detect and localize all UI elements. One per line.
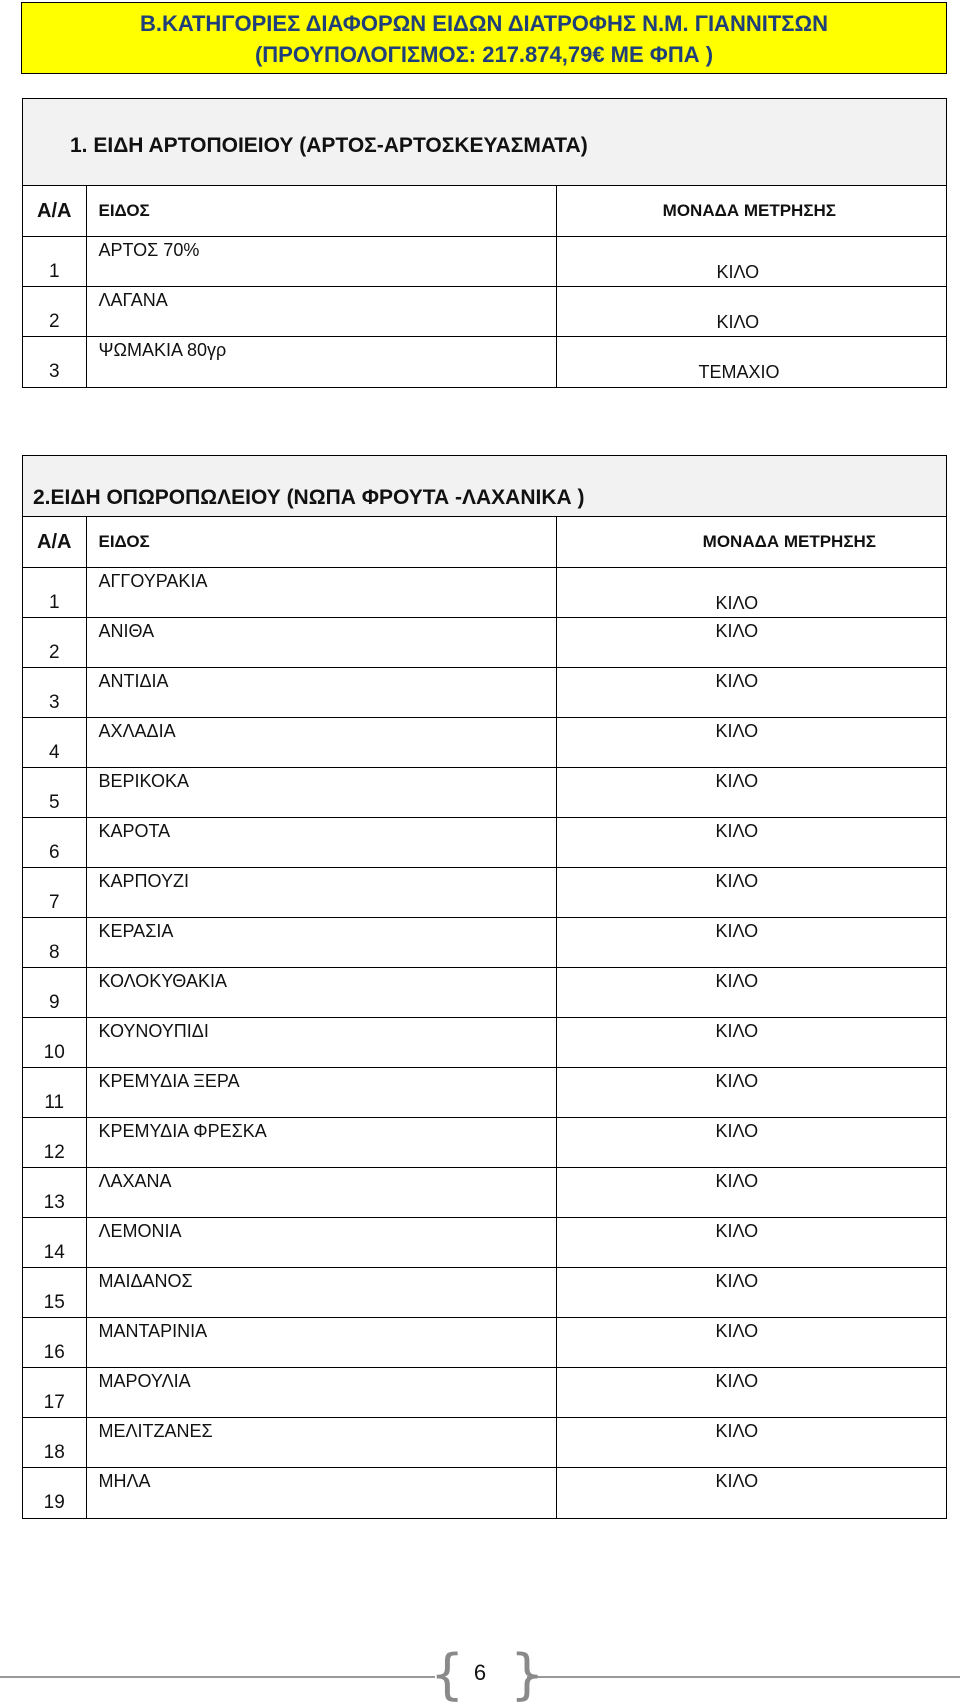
- unit-of-measure: ΚΙΛΟ: [715, 1371, 759, 1391]
- item-name-cell: [86, 1418, 556, 1468]
- item-name: ΑΝΙΘΑ: [98, 621, 155, 641]
- row-number-cell: [23, 868, 86, 918]
- unit-cell: [556, 1468, 946, 1518]
- item-name: ΑΓΓΟΥΡΑΚΙΑ: [98, 571, 208, 591]
- item-name-cell: [86, 768, 556, 818]
- item-name: ΚΟΛΟΚΥΘΑΚΙΑ: [98, 971, 227, 991]
- item-name: ΜΑΡΟΥΛΙΑ: [98, 1371, 191, 1391]
- item-name: ΜΕΛΙΤΖΑΝΕΣ: [98, 1421, 213, 1441]
- item-name-cell: [86, 1268, 556, 1318]
- unit-cell: [556, 1018, 946, 1068]
- item-name: ΛΑΓΑΝΑ: [98, 290, 168, 310]
- item-name: ΚΑΡΠΟΥΖΙ: [98, 871, 189, 891]
- row-number-cell: [23, 1368, 86, 1418]
- table-row: [23, 1318, 946, 1368]
- col-header-aa: Α/Α: [23, 517, 86, 568]
- unit-of-measure: ΤΕΜΑΧΙΟ: [698, 362, 780, 382]
- item-name: ΨΩΜΑΚΙΑ 80γρ: [98, 340, 227, 360]
- unit-cell: [556, 1418, 946, 1468]
- row-number-cell: [23, 1018, 86, 1068]
- section-greengrocer-heading: 2.ΕΙΔΗ ΟΠΩΡΟΠΩΛΕΙΟΥ (ΝΩΠΑ ΦΡΟΥΤΑ -ΛΑΧΑΝΙΚΑ ): [33, 486, 585, 509]
- item-name-cell: [86, 968, 556, 1018]
- row-number-cell: [23, 618, 86, 668]
- unit-of-measure: ΚΙΛΟ: [715, 1171, 759, 1191]
- table-row: [23, 868, 946, 918]
- table-row: [23, 968, 946, 1018]
- col-header-item: ΕΙΔΟΣ: [86, 186, 556, 237]
- item-name-cell: [86, 1018, 556, 1068]
- title-line-1: Β.ΚΑΤΗΓΟΡΙΕΣ ΔΙΑΦΟΡΩΝ ΕΙΔΩΝ ΔΙΑΤΡΟΦΗΣ Ν.Μ. ΓΙΑΝΝΙΤΣΩΝ: [140, 11, 828, 36]
- row-number: 1: [48, 261, 60, 282]
- item-name-cell: [86, 1368, 556, 1418]
- table-row: [23, 1168, 946, 1218]
- row-number-cell: [23, 337, 86, 387]
- row-number: 13: [43, 1192, 65, 1213]
- unit-cell: [556, 1068, 946, 1118]
- col-header-aa: Α/Α: [23, 186, 86, 237]
- unit-of-measure: ΚΙΛΟ: [715, 1321, 759, 1341]
- unit-cell: [556, 1268, 946, 1318]
- row-number-cell: [23, 568, 86, 618]
- unit-of-measure: ΚΙΛΟ: [715, 1421, 759, 1441]
- table-row: [23, 1418, 946, 1468]
- row-number: 9: [48, 992, 60, 1013]
- item-name: ΜΗΛΑ: [98, 1471, 151, 1491]
- table-row: [23, 237, 946, 287]
- table-row: [23, 1368, 946, 1418]
- row-number-cell: [23, 818, 86, 868]
- item-name-cell: [86, 1168, 556, 1218]
- bakery-table: [23, 186, 946, 387]
- row-number-cell: [23, 1318, 86, 1368]
- item-name-cell: [86, 1218, 556, 1268]
- unit-of-measure: ΚΙΛΟ: [715, 971, 759, 991]
- unit-cell: [556, 668, 946, 718]
- item-name-cell: [86, 1468, 556, 1518]
- row-number: 16: [43, 1342, 65, 1363]
- item-name: ΒΕΡΙΚΟΚΑ: [98, 771, 189, 791]
- unit-cell: [556, 618, 946, 668]
- item-name: ΛΑΧΑΝΑ: [98, 1171, 172, 1191]
- unit-of-measure: ΚΙΛΟ: [715, 1121, 759, 1141]
- unit-cell: [556, 1218, 946, 1268]
- section-greengrocer: [22, 455, 947, 1519]
- footer-rule-right: [527, 1676, 960, 1678]
- right-brace-icon: }: [510, 1643, 545, 1706]
- item-name-cell: [86, 237, 556, 287]
- table-row: [23, 1268, 946, 1318]
- table-row: [23, 1118, 946, 1168]
- item-name: ΚΕΡΑΣΙΑ: [98, 921, 174, 941]
- unit-cell: [556, 1118, 946, 1168]
- item-name-cell: [86, 337, 556, 387]
- unit-of-measure: ΚΙΛΟ: [716, 262, 760, 282]
- item-name-cell: [86, 618, 556, 668]
- table-row: [23, 818, 946, 868]
- row-number: 17: [43, 1392, 65, 1413]
- row-number: 8: [48, 942, 60, 963]
- item-name: ΑΡΤΟΣ 70%: [98, 240, 200, 260]
- item-name-cell: [86, 718, 556, 768]
- row-number: 1: [48, 592, 60, 613]
- section-bakery: [22, 98, 947, 388]
- col-header-unit: ΜΟΝΑΔΑ ΜΕΤΡΗΣΗΣ: [662, 201, 836, 220]
- row-number: 5: [48, 792, 60, 813]
- table-row: [23, 918, 946, 968]
- title-line-2: (ΠΡΟΥΠΟΛΟΓΙΣΜΟΣ: 217.874,79€ ΜΕ ΦΠΑ ): [254, 42, 714, 67]
- item-name: ΚΡΕΜΥΔΙΑ ΞΕΡΑ: [98, 1071, 240, 1091]
- row-number: 4: [48, 742, 60, 763]
- item-name-cell: [86, 668, 556, 718]
- row-number-cell: [23, 1218, 86, 1268]
- row-number: 11: [44, 1092, 65, 1113]
- unit-cell: [556, 237, 946, 287]
- table-row: [23, 1218, 946, 1268]
- unit-of-measure: ΚΙΛΟ: [715, 1071, 759, 1091]
- unit-of-measure: ΚΙΛΟ: [715, 771, 759, 791]
- section-greengrocer-heading-box: [23, 456, 946, 517]
- row-number: 2: [48, 642, 60, 663]
- page-number: 6: [473, 1660, 487, 1685]
- table-header-row: [23, 517, 946, 568]
- unit-cell: [556, 568, 946, 618]
- greengrocer-table: [23, 517, 946, 1518]
- section-bakery-heading: 1. ΕΙΔΗ ΑΡΤΟΠΟΙΕΙΟΥ (ΑΡΤΟΣ-ΑΡΤΟΣΚΕΥΑΣΜΑΤΑ): [70, 134, 588, 157]
- row-number-cell: [23, 718, 86, 768]
- row-number: 7: [48, 892, 60, 913]
- document-title: [21, 2, 947, 74]
- section-bakery-heading-box: [23, 99, 946, 186]
- unit-cell: [556, 1168, 946, 1218]
- item-name-cell: [86, 918, 556, 968]
- unit-of-measure: ΚΙΛΟ: [715, 1221, 759, 1241]
- unit-cell: [556, 1368, 946, 1418]
- left-brace-icon: {: [430, 1643, 465, 1706]
- unit-cell: [556, 918, 946, 968]
- table-header-row: [23, 186, 946, 237]
- row-number-cell: [23, 237, 86, 287]
- item-name-cell: [86, 868, 556, 918]
- unit-of-measure: ΚΙΛΟ: [715, 921, 759, 941]
- item-name: ΜΑΙΔΑΝΟΣ: [98, 1271, 193, 1291]
- table-row: [23, 718, 946, 768]
- table-row: [23, 668, 946, 718]
- row-number: 12: [43, 1142, 65, 1163]
- item-name-cell: [86, 1118, 556, 1168]
- row-number-cell: [23, 1168, 86, 1218]
- row-number-cell: [23, 1268, 86, 1318]
- table-row: [23, 1018, 946, 1068]
- row-number-cell: [23, 668, 86, 718]
- unit-of-measure: ΚΙΛΟ: [715, 821, 759, 841]
- item-name-cell: [86, 568, 556, 618]
- unit-cell: [556, 1318, 946, 1368]
- unit-of-measure: ΚΙΛΟ: [715, 621, 759, 641]
- unit-of-measure: ΚΙΛΟ: [715, 1471, 759, 1491]
- row-number-cell: [23, 918, 86, 968]
- unit-cell: [556, 337, 946, 387]
- table-row: [23, 337, 946, 387]
- row-number-cell: [23, 1118, 86, 1168]
- unit-cell: [556, 818, 946, 868]
- row-number: 14: [43, 1242, 65, 1263]
- row-number: 2: [48, 311, 60, 332]
- table-row: [23, 568, 946, 618]
- row-number: 10: [43, 1042, 65, 1063]
- row-number: 19: [43, 1492, 65, 1513]
- row-number: 15: [43, 1292, 65, 1313]
- row-number: 6: [48, 842, 60, 863]
- unit-of-measure: ΚΙΛΟ: [715, 1271, 759, 1291]
- unit-of-measure: ΚΙΛΟ: [715, 593, 759, 613]
- item-name: ΚΡΕΜΥΔΙΑ ΦΡΕΣΚΑ: [98, 1121, 267, 1141]
- item-name: ΜΑΝΤΑΡΙΝΙΑ: [98, 1321, 208, 1341]
- item-name: ΚΑΡΟΤΑ: [98, 821, 171, 841]
- unit-cell: [556, 968, 946, 1018]
- row-number: 3: [48, 692, 60, 713]
- col-header-item: ΕΙΔΟΣ: [86, 517, 556, 568]
- row-number-cell: [23, 968, 86, 1018]
- unit-cell: [556, 768, 946, 818]
- table-row: [23, 287, 946, 337]
- table-row: [23, 768, 946, 818]
- unit-of-measure: ΚΙΛΟ: [716, 312, 760, 332]
- unit-of-measure: ΚΙΛΟ: [715, 671, 759, 691]
- item-name: ΚΟΥΝΟΥΠΙΔΙ: [98, 1021, 209, 1041]
- footer-rule-left: [0, 1676, 435, 1678]
- item-name-cell: [86, 1318, 556, 1368]
- col-header-unit: ΜΟΝΑΔΑ ΜΕΤΡΗΣΗΣ: [702, 532, 876, 551]
- item-name-cell: [86, 287, 556, 337]
- unit-cell: [556, 868, 946, 918]
- item-name-cell: [86, 1068, 556, 1118]
- row-number-cell: [23, 1068, 86, 1118]
- row-number-cell: [23, 287, 86, 337]
- row-number: 18: [43, 1442, 65, 1463]
- table-row: [23, 1068, 946, 1118]
- row-number-cell: [23, 1468, 86, 1518]
- item-name-cell: [86, 818, 556, 868]
- row-number-cell: [23, 1418, 86, 1468]
- unit-of-measure: ΚΙΛΟ: [715, 871, 759, 891]
- unit-cell: [556, 287, 946, 337]
- item-name: ΛΕΜΟΝΙΑ: [98, 1221, 182, 1241]
- unit-of-measure: ΚΙΛΟ: [715, 1021, 759, 1041]
- unit-of-measure: ΚΙΛΟ: [715, 721, 759, 741]
- item-name: ΑΝΤΙΔΙΑ: [98, 671, 169, 691]
- item-name: ΑΧΛΑΔΙΑ: [98, 721, 176, 741]
- row-number: 3: [48, 361, 60, 382]
- row-number-cell: [23, 768, 86, 818]
- table-row: [23, 1468, 946, 1518]
- unit-cell: [556, 718, 946, 768]
- table-row: [23, 618, 946, 668]
